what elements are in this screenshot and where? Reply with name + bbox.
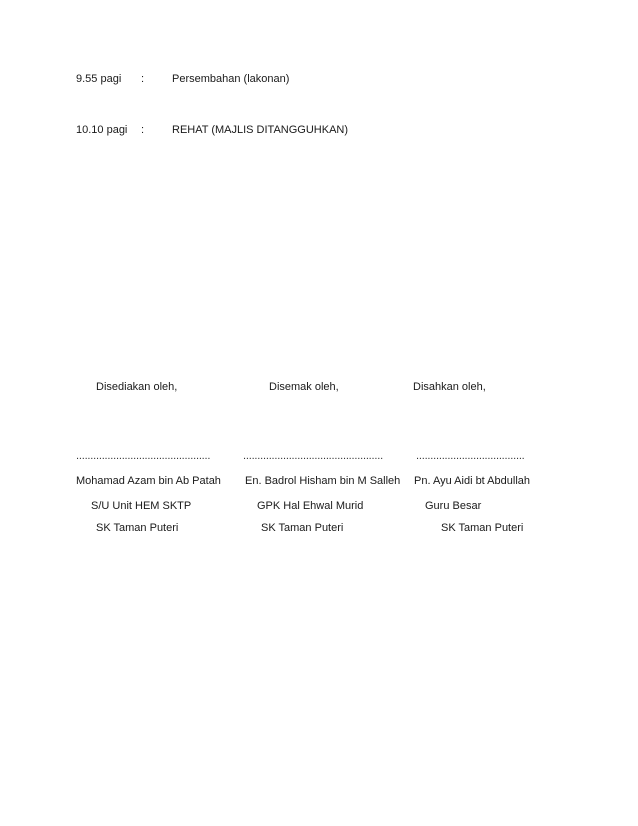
approved-by-name: Pn. Ayu Aidi bt Abdullah xyxy=(414,475,530,487)
prepared-by-school: SK Taman Puteri xyxy=(96,522,179,534)
agenda-time-1: 9.55 pagi xyxy=(76,73,122,85)
prepared-by-position: S/U Unit HEM SKTP xyxy=(91,500,192,512)
approved-by-position: Guru Besar xyxy=(425,500,482,512)
prepared-by-name: Mohamad Azam bin Ab Patah xyxy=(76,475,221,487)
agenda-description-2: REHAT (MAJLIS DITANGGUHKAN) xyxy=(172,124,349,136)
approved-by-label: Disahkan oleh, xyxy=(413,381,486,393)
agenda-time-2: 10.10 pagi xyxy=(76,124,128,136)
checked-by-name: En. Badrol Hisham bin M Salleh xyxy=(245,475,401,487)
approved-by-school: SK Taman Puteri xyxy=(441,522,524,534)
checked-by-school: SK Taman Puteri xyxy=(261,522,344,534)
agenda-separator-2: : xyxy=(141,124,145,136)
approved-by-signature-line: ...................................... xyxy=(416,450,525,462)
agenda-description-1: Persembahan (lakonan) xyxy=(172,73,290,85)
checked-by-label: Disemak oleh, xyxy=(269,381,339,393)
agenda-separator-1: : xyxy=(141,73,145,85)
prepared-by-label: Disediakan oleh, xyxy=(96,381,178,393)
prepared-by-signature-line: ............................................... xyxy=(76,450,211,462)
checked-by-position: GPK Hal Ehwal Murid xyxy=(257,500,364,512)
checked-by-signature-line: ................................................. xyxy=(243,450,383,462)
